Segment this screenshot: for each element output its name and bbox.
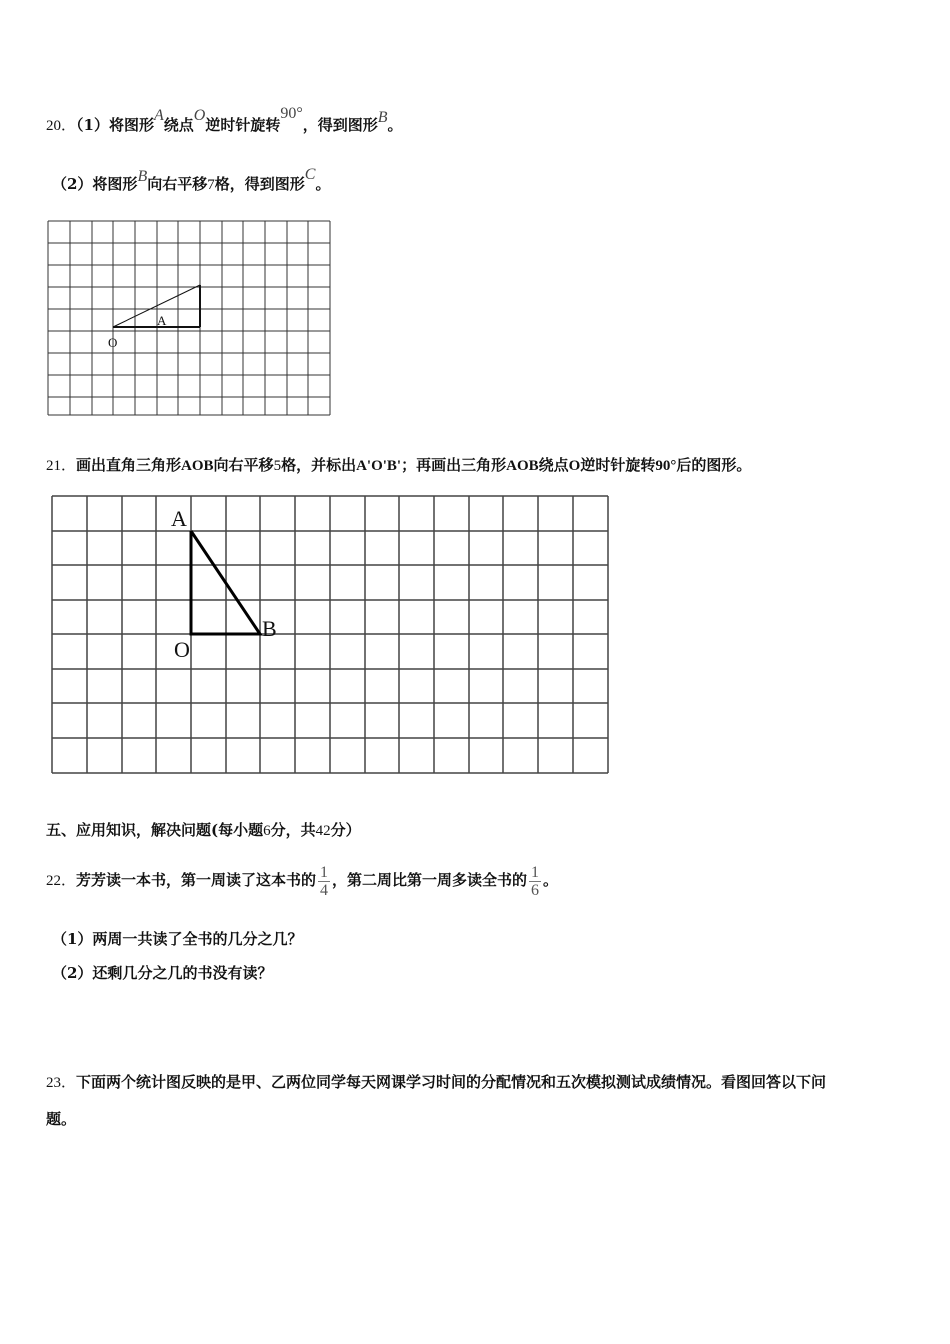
q21-angle: 90° <box>655 458 677 474</box>
q21-o: O <box>568 458 581 474</box>
q20-get: ，得到图形 <box>302 116 378 134</box>
q20-angle: 90° <box>280 105 303 122</box>
q22-sub1: （1）两周一共读了全书的几分之几？ <box>52 930 303 948</box>
fraction-one-quarter <box>318 864 330 899</box>
q20-line1 <box>46 105 403 136</box>
q21-text4: ；再画出三角形 <box>401 456 507 474</box>
section5-title <box>46 820 361 841</box>
grid1-label-o: O <box>108 335 118 350</box>
frac1-denominator: 4 <box>320 881 329 899</box>
q20-grid-lines <box>48 221 330 415</box>
q20-point-o: O <box>193 107 206 124</box>
q20-end: 。 <box>387 116 403 134</box>
q20-number: 20． <box>46 118 77 134</box>
q21-text2: 向右平移 <box>213 456 274 474</box>
frac1-numerator: 1 <box>320 863 329 881</box>
q22-text1: 芳芳读一本书，第一周读了这本书的 <box>76 871 317 889</box>
q20-part2-shape-b: B <box>137 168 148 185</box>
q21-text7: 后的图形。 <box>676 456 752 474</box>
frac2-denominator: 6 <box>531 881 540 899</box>
q21-text1: 画出直角三角形 <box>76 456 182 474</box>
section5-end: 分） <box>330 821 361 839</box>
q21-count: 5 <box>273 458 282 474</box>
q20-line2 <box>52 166 331 195</box>
q20-ccw: 逆时针旋转 <box>205 116 281 134</box>
q20-part1-prefix: （1）将图形 <box>76 116 154 134</box>
q21-grid-lines <box>52 496 608 773</box>
q21-text3: 格，并标出 <box>281 456 357 474</box>
q22-text2: ，第二周比第一周多读全书的 <box>332 871 528 889</box>
q20-part2-end: 。 <box>315 175 331 193</box>
q20-grid <box>46 219 332 419</box>
q23-line1 <box>46 1072 826 1093</box>
q21-grid <box>50 494 612 778</box>
q20-around: 绕点 <box>163 116 194 134</box>
grid2-label-o: O <box>174 637 190 662</box>
q23-line2: 题。 <box>46 1110 77 1128</box>
frac2-numerator: 1 <box>531 863 540 881</box>
q21-text5: 绕点 <box>538 456 569 474</box>
q21-prime: A'O'B' <box>356 458 402 474</box>
q21-text6: 逆时针旋转 <box>580 456 656 474</box>
q20-part2-prefix: （2）将图形 <box>52 175 138 193</box>
grid2-label-b: B <box>262 616 277 641</box>
section5-each: 6 <box>263 823 271 839</box>
section5-total: 42 <box>315 823 331 839</box>
q22-sub2: （2）还剩几分之几的书没有读？ <box>52 964 273 982</box>
section5-mid: 分，共 <box>270 821 316 839</box>
q20-shape-c: C <box>304 166 316 183</box>
q22-end: 。 <box>543 871 559 889</box>
q20-part2-count: 7 <box>207 177 215 193</box>
q20-shape-b: B <box>377 109 388 126</box>
section5-title-text: 五、应用知识，解决问题(每小题 <box>46 821 264 839</box>
q20-part2-move: 向右平移 <box>147 175 208 193</box>
q21-aob2: AOB <box>506 458 539 474</box>
fraction-one-sixth <box>529 864 541 899</box>
q20-shape-a: A <box>153 107 164 124</box>
q21-line <box>46 455 751 476</box>
grid1-label-a: A <box>157 313 167 328</box>
q22-number: 22． <box>46 873 77 889</box>
q23-text1: 下面两个统计图反映的是甲、乙两位同学每天网课学习时间的分配情况和五次模拟测试成绩情况。看图回答以下问 <box>76 1073 827 1091</box>
q20-part2-cells: 格，得到图形 <box>214 175 305 193</box>
q21-aob: AOB <box>181 458 214 474</box>
q22-line <box>46 855 558 906</box>
grid2-label-a: A <box>171 506 187 531</box>
q23-number: 23． <box>46 1075 77 1091</box>
q21-number: 21． <box>46 458 77 474</box>
